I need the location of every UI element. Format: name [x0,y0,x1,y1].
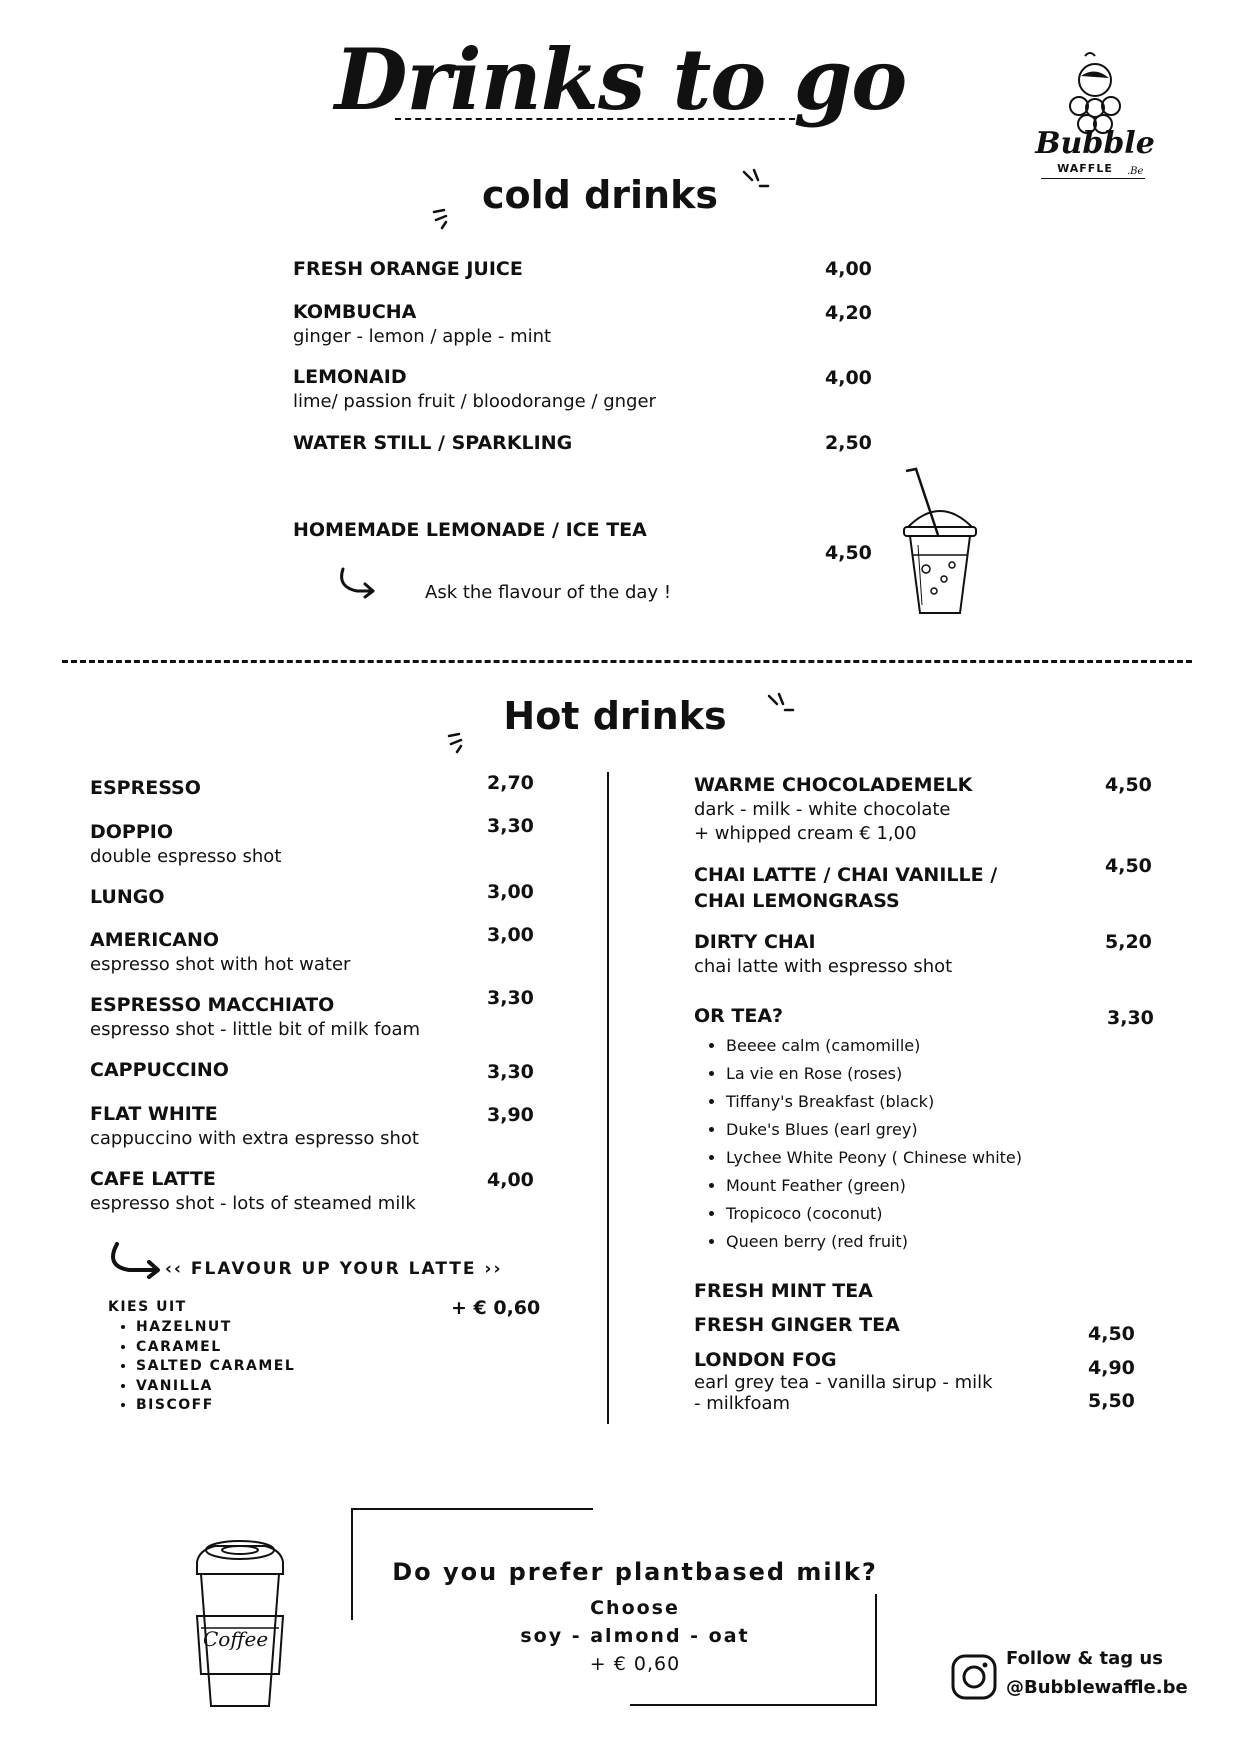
hot-item-desc: espresso shot - lots of steamed milk [90,1193,416,1214]
hot-item-name: LONDON FOG [694,1349,837,1371]
hot-item-desc: dark - milk - white chocolate [694,799,951,820]
flavour-list [96,1318,295,1416]
flavour-option: • SALTED CARAMEL [136,1357,295,1377]
hot-item [90,821,281,867]
hot-item [694,1349,993,1414]
cold-item [293,366,656,412]
hot-item-name: OR TEA? [694,1005,784,1027]
hot-item [90,929,350,975]
flavour-title: ‹‹ FLAVOUR UP YOUR LATTE ›› [165,1259,503,1279]
iced-drink-icon [898,465,983,620]
tea-item: • Tiffany's Breakfast (black) [726,1088,1022,1116]
hot-item-name: WARME CHOCOLADEMELK [694,774,973,796]
tea-item: • Tropicoco (coconut) [726,1200,1022,1228]
hot-item-name: CHAI LEMONGRASS [694,890,900,912]
cold-item-price: 4,20 [825,302,872,324]
hot-item-name: FRESH GINGER TEA [694,1314,900,1336]
hot-item-desc: earl grey tea - vanilla sirup - milk [694,1372,993,1393]
accent-marks-icon [445,730,475,760]
page-title: Drinks to go [334,30,907,129]
hot-item-price: 4,50 [1105,774,1152,796]
hot-item-name: DIRTY CHAI [694,931,816,953]
flavour-of-day-note: Ask the flavour of the day ! [425,582,672,603]
plant-price: + € 0,60 [589,1653,681,1675]
hot-item-name: ESPRESSO [90,777,201,799]
hot-item-name: LUNGO [90,886,165,908]
title-underline [395,118,795,120]
hot-item-name: CHAI LATTE / CHAI VANILLE / [694,864,998,886]
accent-marks-icon [430,206,460,236]
curved-arrow-icon [105,1240,165,1280]
hot-item [694,774,972,844]
coffee-cup-icon [185,1538,295,1713]
cold-item-name: LEMONAID [293,366,407,388]
hot-item-price: 4,50 [1088,1323,1135,1345]
hot-item-price: 3,30 [487,1061,534,1083]
hot-item-name: CAFE LATTE [90,1168,216,1190]
plant-choose: Choose [590,1597,680,1619]
bubble-waffle-logo [1035,48,1155,188]
hot-item-desc: + whipped cream € 1,00 [694,823,917,844]
hot-item-price: 5,20 [1105,931,1152,953]
cold-item-name: HOMEMADE LEMONADE / ICE TEA [293,519,647,541]
tea-item: • Queen berry (red fruit) [726,1228,1022,1256]
hot-item [90,994,420,1040]
hot-item-name: CAPPUCCINO [90,1059,229,1081]
hot-item-price: 2,70 [487,772,534,794]
flavour-price: + € 0,60 [451,1297,541,1319]
hot-item-price: 4,90 [1088,1357,1135,1379]
hot-item-name: ESPRESSO MACCHIATO [90,994,335,1016]
plant-options: soy - almond - oat [520,1625,750,1647]
cold-item-price: 4,00 [825,258,872,280]
cold-item-price: 2,50 [825,432,872,454]
hot-item-price: 3,90 [487,1104,534,1126]
cold-item-price: 4,00 [825,367,872,389]
flavour-option: • CARAMEL [136,1338,295,1358]
bubble-waffle-logo-icon [1035,48,1155,138]
hot-item-name: FRESH MINT TEA [694,1280,873,1302]
hot-item-price: 3,30 [487,987,534,1009]
cold-item-desc: ginger - lemon / apple - mint [293,326,552,347]
logo-sub: WAFFLE [1057,162,1113,175]
hot-item-name: AMERICANO [90,929,219,951]
hot-item-price: 3,00 [487,924,534,946]
social-handle[interactable]: @Bubblewaffle.be [1006,1677,1188,1698]
hot-item-desc: espresso shot with hot water [90,954,351,975]
hot-item-desc: - milkfoam [694,1393,791,1414]
coffee-cup-label: Coffee [203,1627,269,1651]
social-follow: Follow & tag us [1006,1648,1163,1669]
cold-item-price: 4,50 [825,542,872,564]
hot-item-name: DOPPIO [90,821,173,843]
hot-item [694,864,997,912]
cold-drinks-title: cold drinks [482,173,718,217]
hot-item [694,931,952,977]
hot-item-desc: chai latte with espresso shot [694,956,953,977]
cold-item-desc: lime/ passion fruit / bloodorange / gnger [293,391,656,412]
hot-item-price: 4,50 [1105,855,1152,877]
tea-item: • Beeee calm (camomille) [726,1032,1022,1060]
cold-item-name: FRESH ORANGE JUICE [293,258,523,280]
tea-item: • Duke's Blues (earl grey) [726,1116,1022,1144]
logo-suffix: .Be [1127,166,1144,177]
tea-list [694,1032,1022,1256]
cold-item-name: KOMBUCHA [293,301,417,323]
hot-item-desc: espresso shot - little bit of milk foam [90,1019,421,1040]
section-divider [62,660,1192,663]
plant-question: Do you prefer plantbased milk? [392,1558,878,1586]
logo-text: Bubble [1035,126,1155,161]
tea-item: • Lychee White Peony ( Chinese white) [726,1144,1022,1172]
hot-item [90,1168,416,1214]
flavour-option: • HAZELNUT [136,1318,295,1338]
cold-item [293,301,551,347]
logo-rule [1041,178,1145,179]
instagram-icon[interactable] [950,1653,998,1701]
hot-item-name: FLAT WHITE [90,1103,218,1125]
column-divider [607,772,609,1424]
hot-item-desc: double espresso shot [90,846,282,867]
hot-item [90,1103,419,1149]
hot-item-price: 3,30 [487,815,534,837]
tea-item: • Mount Feather (green) [726,1172,1022,1200]
flavour-option: • VANILLA [136,1377,295,1397]
hot-drinks-title: Hot drinks [503,694,727,738]
hot-item-price: 3,00 [487,881,534,903]
curved-arrow-icon [335,565,380,600]
hot-item-price: 5,50 [1088,1390,1135,1412]
flavour-option: • BISCOFF [136,1396,295,1416]
flavour-choose: KIES UIT [108,1299,187,1315]
hot-item-desc: cappuccino with extra espresso shot [90,1128,419,1149]
hot-item-price: 3,30 [1107,1007,1154,1029]
accent-marks-icon [765,692,795,722]
cold-item-name: WATER STILL / SPARKLING [293,432,573,454]
hot-item-price: 4,00 [487,1169,534,1191]
tea-item: • La vie en Rose (roses) [726,1060,1022,1088]
